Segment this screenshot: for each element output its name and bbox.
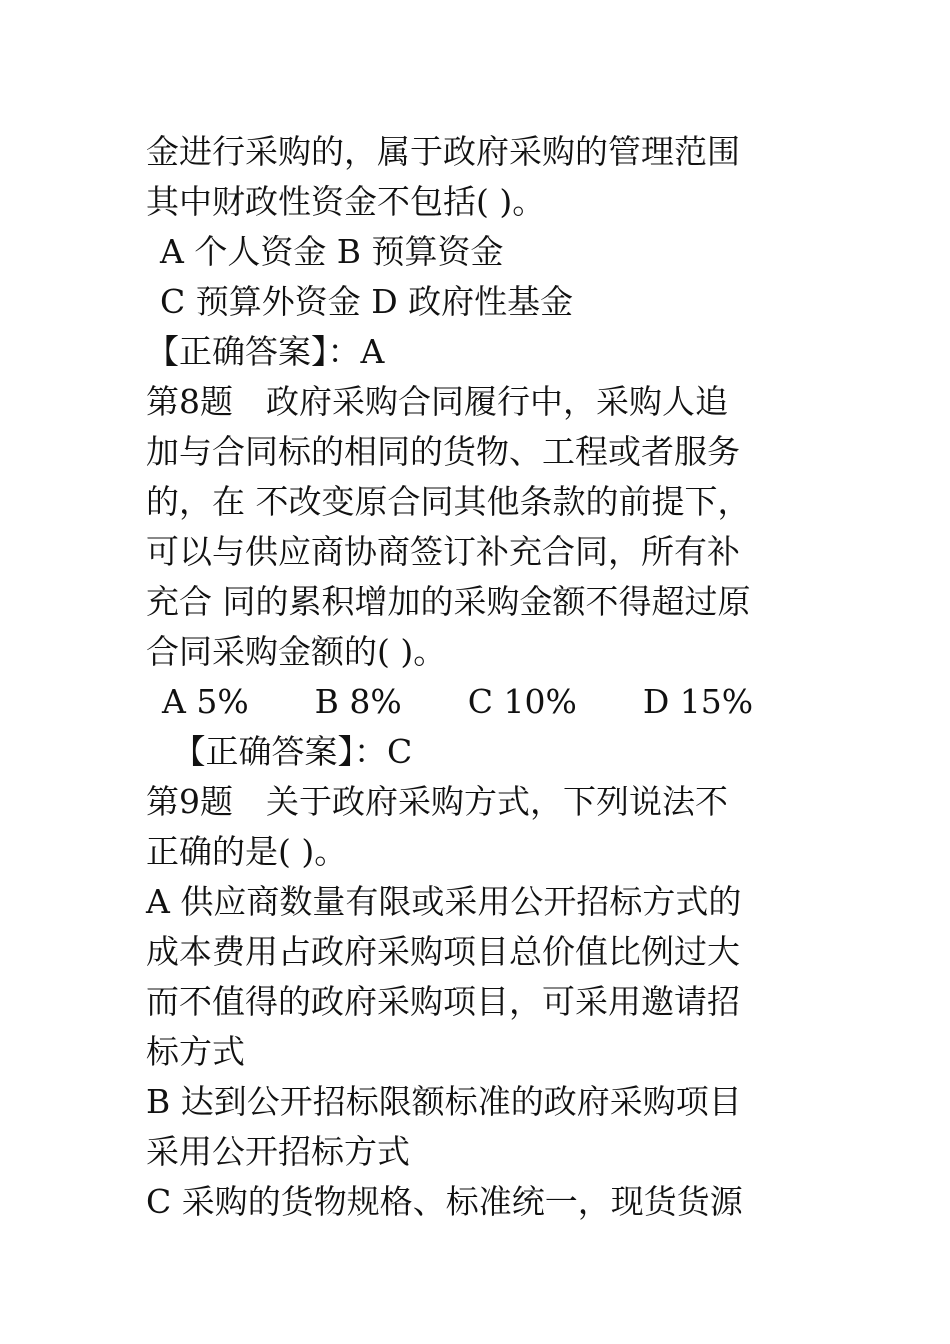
option-line: A 个人资金 B 预算资金: [160, 232, 504, 271]
question-line: 第9题 关于政府采购方式，下列说法不: [146, 782, 728, 821]
option-line: C 采购的货物规格、标准统一，现货货源: [146, 1182, 743, 1221]
option-line: B 达到公开招标限额标准的政府采购项目: [146, 1082, 742, 1121]
question-line: 第8题 政府采购合同履行中，采购人追: [146, 382, 728, 421]
answer-line: 【正确答案】：A: [146, 332, 385, 371]
text-line: 采用公开招标方式: [146, 1132, 410, 1171]
text-line: 加与合同标的相同的货物、工程或者服务: [146, 432, 740, 471]
text-line: 而不值得的政府采购项目，可采用邀请招: [146, 982, 740, 1021]
text-line: 其中财政性资金不包括( )。: [146, 182, 546, 221]
answer-line: 【正确答案】：C: [162, 732, 413, 771]
text-line: 金进行采购的，属于政府采购的管理范围: [146, 132, 740, 171]
text-line: 充合 同的累积增加的采购金额不得超过原: [146, 582, 751, 621]
text-line: 成本费用占政府采购项目总价值比例过大: [146, 932, 740, 971]
text-line: 可以与供应商协商签订补充合同，所有补: [146, 532, 740, 571]
text-line: 合同采购金额的( )。: [146, 632, 447, 671]
option-line: A 5% B 8% C 10% D 15%: [162, 682, 754, 721]
text-line: 的，在 不改变原合同其他条款的前提下，: [146, 482, 751, 521]
text-line: 标方式: [146, 1032, 245, 1071]
option-line: A 供应商数量有限或采用公开招标方式的: [146, 882, 742, 921]
text-line: 正确的是( )。: [146, 832, 348, 871]
option-line: C 预算外资金 D 政府性基金: [160, 282, 574, 321]
